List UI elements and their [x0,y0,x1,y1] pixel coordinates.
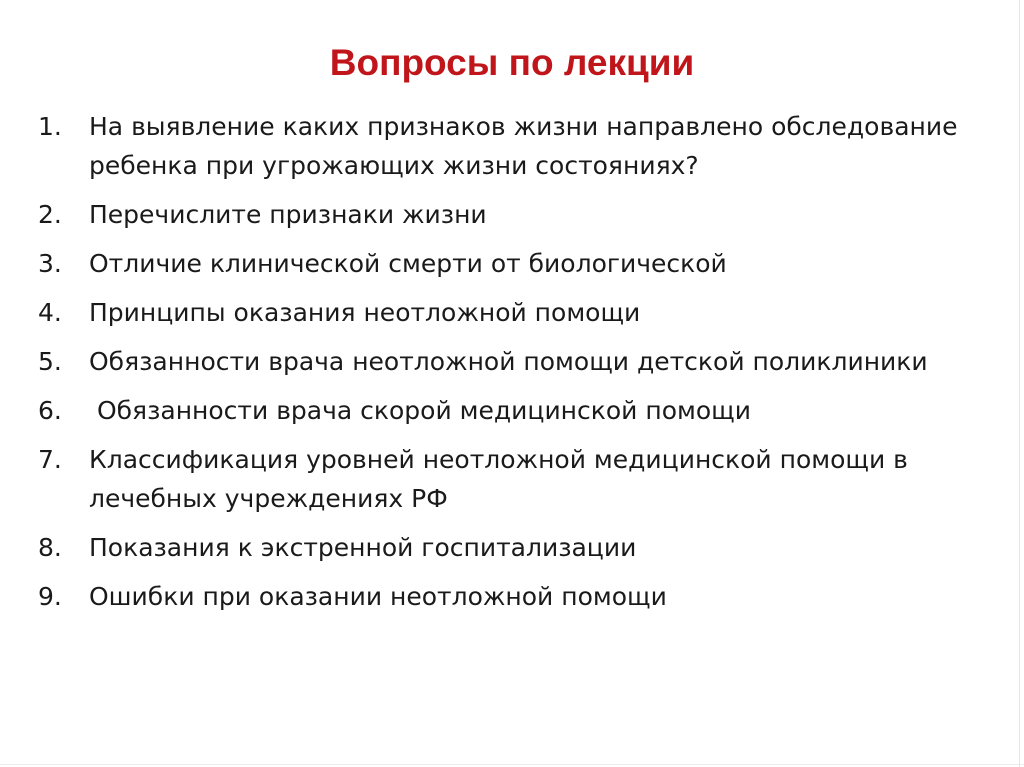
question-text: Отличие клинической смерти от биологической [89,249,727,278]
slide-frame-right [1019,0,1024,767]
question-text: Обязанности врача скорой медицинской помощи [89,396,751,425]
question-text: Показания к экстренной госпитализации [89,533,637,562]
list-item [38,244,998,283]
slide-title: Вопросы по лекции [329,42,695,83]
list-item [38,577,998,616]
question-text: Обязанности врача неотложной помощи детской поликлиники [89,347,928,376]
question-number: 9. [38,582,62,611]
list-item [38,107,998,185]
question-text: На выявление каких признаков жизни направлено обследование ребенка при угрожающих жизни состояниях? [89,112,958,180]
question-number: 8. [38,533,62,562]
list-item [38,195,998,234]
list-item [38,528,998,567]
question-number: 7. [38,445,62,474]
list-item [38,342,998,381]
question-number: 3. [38,249,62,278]
list-item [38,391,998,430]
question-text: Ошибки при оказании неотложной помощи [89,582,667,611]
question-text: Принципы оказания неотложной помощи [89,298,641,327]
question-number: 6. [38,396,62,425]
list-item [38,440,998,518]
list-item [38,293,998,332]
question-number: 2. [38,200,62,229]
question-text: Перечислите признаки жизни [89,200,487,229]
question-list [38,107,998,626]
question-number: 5. [38,347,62,376]
question-number: 1. [38,112,62,141]
question-number: 4. [38,298,62,327]
question-text: Классификация уровней неотложной медицинской помощи в лечебных учреждениях РФ [89,445,908,513]
